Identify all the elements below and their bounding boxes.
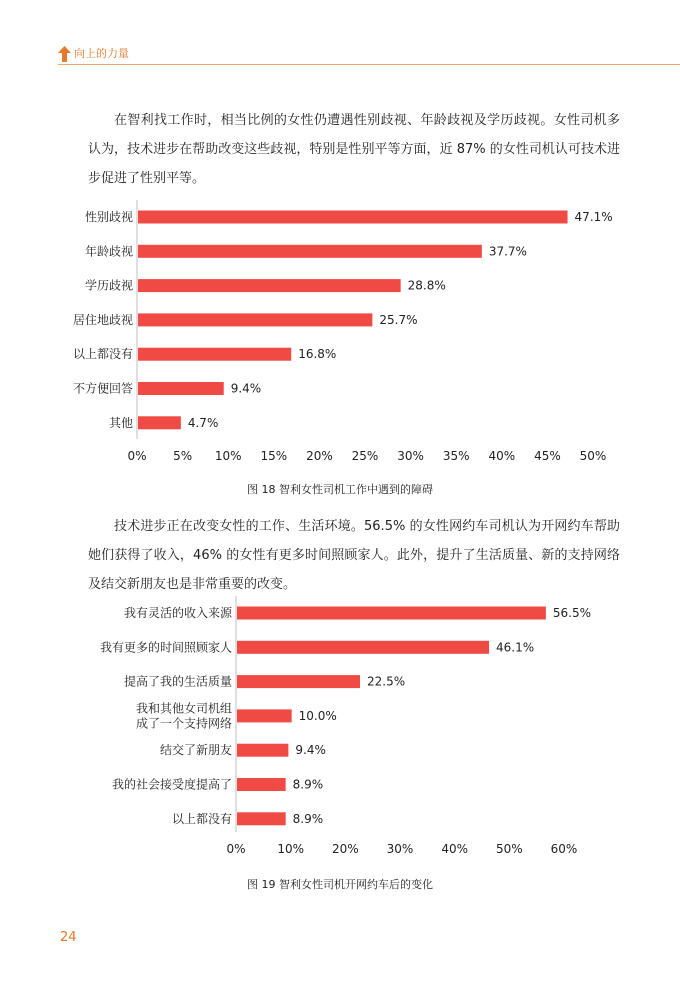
category-label: 结交了新朋友 (159, 743, 232, 758)
paragraph-2: 技术进步正在改变女性的工作、生活环境。56.5% 的女性网约车司机认为开网约车帮助她们获得了收入，46% 的女性有更多时间照顾家人。此外，提升了生活质量、新的支持网络及结交新朋友也是非常重要的改变。 (88, 519, 620, 592)
category-label: 我有灵活的收入来源 (123, 606, 232, 620)
category-label: 我有更多的时间照顾家人 (99, 640, 232, 655)
category-label: 年龄歧视 (84, 244, 133, 259)
bar (237, 812, 286, 825)
data-label: 9.4% (230, 381, 262, 396)
bar (138, 348, 291, 361)
category-label: 以上都没有 (72, 347, 133, 362)
tick-label: 25% (351, 449, 379, 463)
category-label: 以上都没有 (171, 811, 232, 826)
data-label: 8.9% (292, 811, 324, 826)
tick-label: 35% (442, 449, 470, 463)
data-label: 37.7% (488, 244, 527, 259)
paragraph-1: 在智利找工作时，相当比例的女性仍遭遇性别歧视、年龄歧视及学历歧视。女性司机多认为，技术进步在帮助改变这些歧视，特别是性别平等方面，近 87% 的女性司机认可技术进步促进了性别平等。 (88, 113, 620, 186)
tick-label: 45% (534, 449, 561, 463)
category-label: 成了一个支持网络 (135, 716, 232, 731)
tick-label: 40% (441, 842, 469, 856)
bar (237, 641, 489, 654)
category-label: 提高了我的生活质量 (123, 674, 232, 689)
bar (237, 675, 360, 688)
tick-label: 30% (397, 449, 424, 463)
chart-obstacles (0, 196, 680, 476)
chart-changes (0, 592, 680, 864)
data-label: 25.7% (379, 312, 418, 327)
data-label: 9.4% (295, 743, 326, 758)
tick-label: 20% (331, 842, 359, 856)
header-title: 向上的力量 (74, 47, 129, 60)
tick-label: 60% (550, 842, 578, 856)
chart-changes-svg (0, 592, 680, 864)
tick-label: 5% (173, 449, 193, 463)
tick-label: 0% (226, 842, 246, 856)
bar (237, 709, 292, 722)
bar (138, 382, 224, 395)
chart-obstacles-svg (0, 196, 680, 476)
arrow-up-icon (58, 46, 71, 62)
tick-label: 50% (579, 449, 607, 463)
bar (237, 744, 288, 757)
bar (138, 211, 568, 224)
bar (138, 416, 181, 429)
tick-label: 0% (127, 449, 147, 463)
category-label: 其他 (108, 415, 133, 430)
tick-label: 40% (488, 449, 516, 463)
tick-label: 50% (495, 842, 523, 856)
data-label: 16.8% (298, 347, 337, 362)
bar (138, 279, 401, 292)
tick-label: 20% (306, 449, 333, 463)
category-label: 学历歧视 (84, 278, 133, 293)
data-label: 28.8% (407, 278, 446, 293)
tick-label: 10% (214, 449, 242, 463)
page-number: 24 (60, 930, 77, 945)
data-label: 4.7% (187, 415, 219, 430)
bar (138, 245, 482, 258)
data-label: 22.5% (367, 674, 406, 689)
tick-label: 30% (386, 842, 414, 856)
tick-label: 15% (260, 449, 288, 463)
category-label: 我和其他女司机组 (135, 701, 232, 716)
figure-18-caption: 图 18 智利女性司机工作中遇到的障碍 (247, 483, 433, 496)
tick-label: 10% (277, 842, 305, 856)
data-label: 56.5% (552, 606, 591, 620)
bar (237, 607, 546, 620)
category-label: 我的社会接受度提高了 (111, 777, 232, 792)
bar (138, 313, 372, 326)
data-label: 10.0% (298, 708, 337, 723)
header-divider (58, 64, 680, 65)
data-label: 46.1% (496, 640, 535, 655)
page-header (58, 44, 680, 66)
bar (237, 778, 286, 791)
data-label: 8.9% (292, 777, 324, 792)
figure-19-caption: 图 19 智利女性司机开网约车后的变化 (247, 878, 433, 891)
category-label: 性别歧视 (84, 210, 133, 224)
data-label: 47.1% (574, 210, 613, 224)
category-label: 居住地歧视 (72, 312, 133, 327)
category-label: 不方便回答 (72, 381, 133, 396)
